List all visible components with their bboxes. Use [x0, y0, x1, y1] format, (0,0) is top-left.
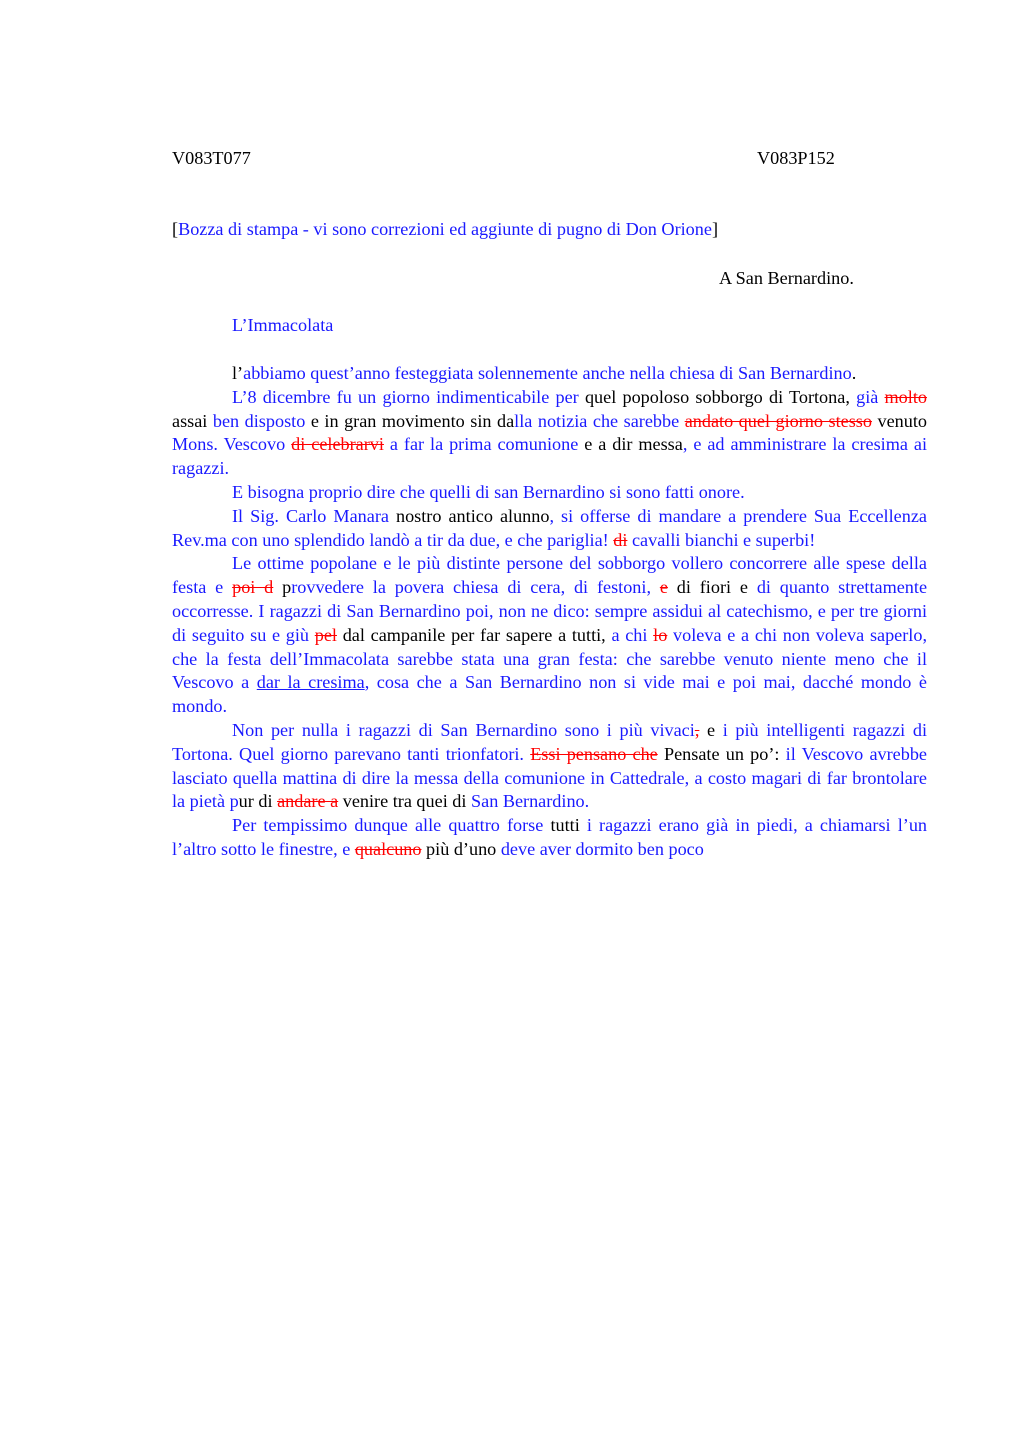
added-text: L’8 dicembre fu un giorno indimenticabile per [232, 386, 585, 407]
destination-line: A San Bernardino. [719, 268, 854, 288]
deleted-text: di [613, 529, 628, 550]
added-text: E bisogna proprio dire che quelli di san Bernardino si sono fatti onore. [232, 481, 745, 502]
original-text: a dir messa [592, 434, 683, 455]
added-text: deve aver dormito ben poco [500, 838, 704, 859]
added-text: rovvedere la povera chiesa di cera, di festoni, [291, 577, 660, 598]
note-open-bracket: [ [172, 219, 179, 239]
original-text: dal campanile per far sapere a tutti, [336, 624, 612, 645]
original-text: più d’uno [421, 838, 501, 859]
deleted-text: lo [653, 624, 668, 645]
original-text: e [584, 434, 593, 455]
article-title: L’Immacolata [232, 315, 334, 335]
deleted-text: poi d [232, 577, 274, 598]
paragraph [172, 719, 927, 814]
deleted-text: di celebrarvi [291, 434, 384, 455]
original-text: p [273, 577, 292, 598]
added-text: di quanto strettamente occorresse. I ragazzi di San Bernardino poi, non ne dico: sempre assidui al catechismo, e per tre giorni di seguito su e giù [172, 577, 928, 645]
added-text: lla notizia che sarebbe [514, 410, 685, 431]
original-text: . [851, 363, 857, 383]
deleted-text: andato quel giorno stesso [684, 410, 872, 431]
deleted-text: andare a [277, 791, 339, 812]
paragraph [172, 386, 927, 481]
added-text: a chi [611, 624, 654, 645]
note-text: Bozza di stampa - vi sono correzioni ed aggiunte di pugno di Don Orione [178, 219, 712, 239]
added-text: i ragazzi erano già in piedi, a chiamarsi l’un l’altro sotto le finestre, e [172, 815, 928, 859]
deleted-text: qualcuno [354, 838, 422, 859]
original-text: e [699, 719, 723, 740]
paragraph [172, 814, 927, 862]
added-text: i più intelligenti ragazzi di Tortona. Quel giorno parevano tanti trionfatori. [172, 719, 928, 764]
original-text: l’ [232, 363, 244, 383]
added-text: Mons. Vescovo [172, 434, 292, 455]
article-body [172, 362, 927, 862]
added-text: a far la prima comunione [383, 434, 585, 455]
added-text: il Vescovo avrebbe lasciato quella mattina di dire la messa della comunione in Cattedrale, a costo magari di far brontolare la pietà p [172, 743, 928, 812]
original-text: nostro antico alunno [395, 505, 550, 526]
paragraph [172, 362, 927, 386]
note-close-bracket: ] [711, 219, 719, 239]
paragraph [172, 552, 927, 719]
added-text: voleva e a chi non voleva saperlo, che la festa dell’Immacolata sarebbe stata una gran festa: che sarebbe venuto niente meno che il Vescovo a [172, 624, 928, 693]
paragraph [172, 481, 927, 505]
original-text: tutti [550, 815, 587, 836]
deleted-text: e [659, 577, 668, 598]
added-text: Il Sig. Carlo Manara [232, 505, 396, 526]
editorial-note [172, 219, 718, 240]
added-text: San Bernardino. [471, 791, 590, 812]
document-code-left: V083T077 [172, 148, 251, 168]
deleted-text: Essi pensano che [530, 743, 658, 764]
added-text: dar la cresima [256, 672, 365, 693]
added-text: Per tempissimo dunque alle quattro forse [232, 815, 551, 836]
added-text: , cosa che a San Bernardino non si vide mai e poi mai, dacché mondo è mondo. [172, 672, 927, 717]
original-text: di fiori e [667, 577, 757, 598]
added-text: già [856, 386, 885, 407]
original-text: ur di [238, 791, 278, 812]
added-text: Non per nulla i ragazzi di San Bernardino sono i più vivaci [232, 719, 695, 740]
original-text: venuto [871, 410, 927, 431]
original-text: venire tra quei di [338, 791, 471, 812]
original-text: assai [172, 410, 213, 431]
added-text: Le ottime popolane e le più distinte persone del sobborgo vollero concorrere alle spese della festa e [172, 553, 927, 598]
document-code-right: V083P152 [757, 148, 835, 168]
deleted-text: molto [884, 386, 927, 407]
added-text: , si offerse di mandare a prendere Sua Eccellenza Rev.ma con uno splendido landò a tir da due, e che pariglia! [172, 505, 927, 550]
paragraph [172, 505, 927, 553]
original-text: quel popoloso sobborgo di Tortona, [584, 386, 857, 407]
deleted-text: pel [314, 624, 337, 645]
original-text: Pensate un po’: [657, 743, 786, 764]
added-text: , e ad amministrare la cresima ai ragazzi. [172, 434, 928, 479]
original-text: e in gran movimento sin da [310, 410, 515, 431]
added-text: cavalli bianchi e superbi! [627, 529, 816, 550]
deleted-text: , [694, 719, 700, 740]
added-text: ben disposto [212, 410, 311, 431]
added-text: abbiamo quest’anno festeggiata solennemente anche nella chiesa di San Bernardino [243, 363, 852, 383]
